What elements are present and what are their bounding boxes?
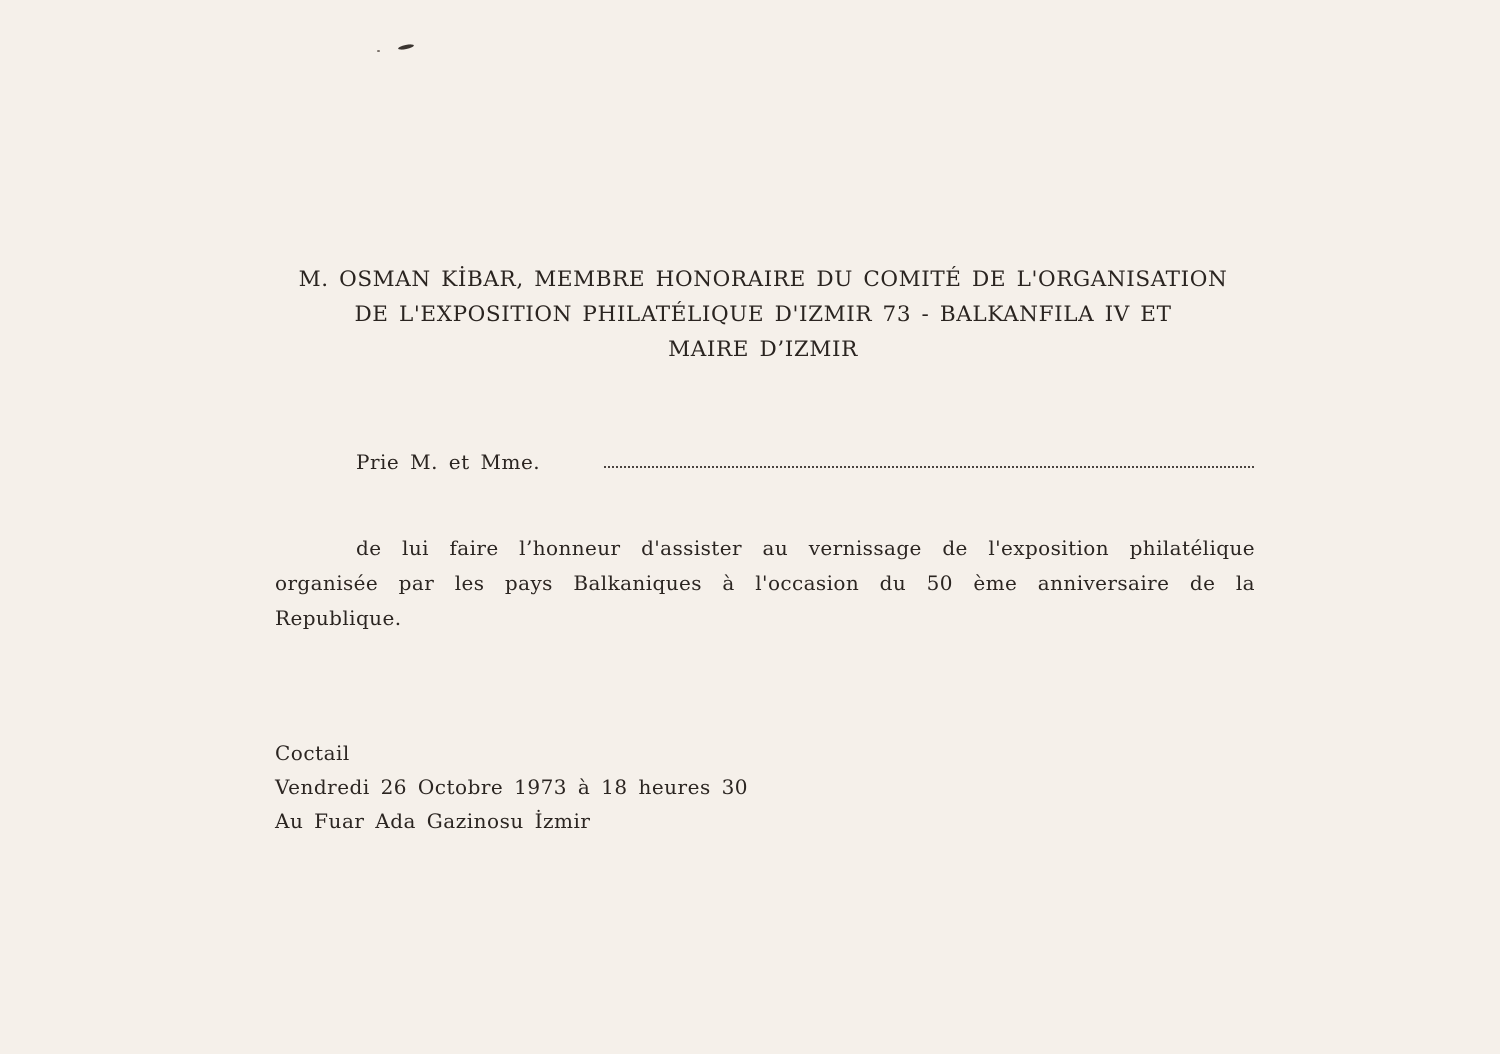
invitation-header	[268, 262, 1258, 367]
header-line: DE L'EXPOSITION PHILATÉLIQUE D'IZMIR 73 - BALKANFILA IV ET	[354, 302, 1172, 327]
invitation-body	[275, 531, 1255, 636]
header-line: MAIRE D’IZMIR	[668, 337, 858, 362]
body-line: Republique.	[275, 606, 402, 630]
guest-name-blank	[604, 466, 1254, 468]
event-datetime: Vendredi 26 Octobre 1973 à 18 heures 30	[275, 775, 749, 799]
request-prefix: Prie M. et Mme.	[356, 450, 541, 474]
event-venue: Au Fuar Ada Gazinosu İzmir	[275, 809, 591, 833]
ink-speck	[377, 50, 380, 52]
body-line: organisée par les pays Balkaniques à l'occasion du 50 ème anniversaire de la	[275, 571, 1255, 595]
header-line: M. OSMAN KİBAR, MEMBRE HONORAIRE DU COMITÉ DE L'ORGANISATION	[298, 267, 1228, 292]
body-line: de lui faire l’honneur d'assister au vernissage de l'exposition philatélique	[356, 536, 1255, 560]
ink-speck	[398, 43, 414, 50]
event-type: Coctail	[275, 741, 350, 765]
event-details	[275, 736, 748, 838]
guest-request-line	[356, 450, 1256, 480]
